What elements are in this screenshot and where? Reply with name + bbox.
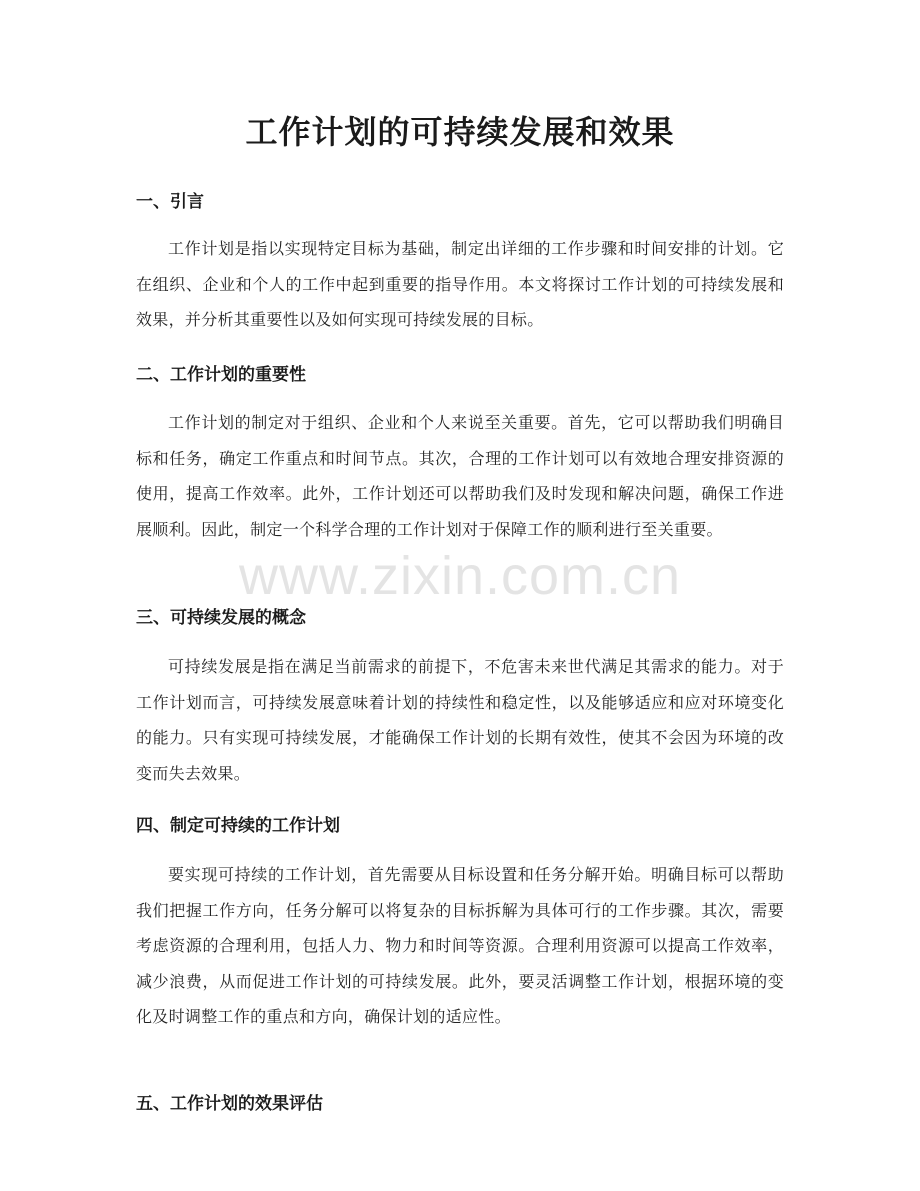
section-heading-evaluation: 五、工作计划的效果评估 [136,1094,323,1114]
section-body-importance: 工作计划的制定对于组织、企业和个人来说至关重要。首先，它可以帮助我们明确目标和任务，确定工作重点和时间节点。其次，合理的工作计划可以有效地合理安排资源的使用，提高工作效率。此外，工作计划还可以帮助我们及时发现和解决问题，确保工作进展顺利。因此，制定一个科学合理的工作计划对于保障工作的顺利进行至关重要。 [136,413,784,539]
section-heading-concept: 三、可持续发展的概念 [136,608,306,628]
watermark-text: www.zixin.com.cn [238,546,682,606]
section-body-planning: 要实现可持续的工作计划，首先需要从目标设置和任务分解开始。明确目标可以帮助我们把握工作方向，任务分解可以将复杂的目标拆解为具体可行的工作步骤。其次，需要考虑资源的合理利用，包括人力、物力和时间等资源。合理利用资源可以提高工作效率，减少浪费，从而促进工作计划的可持续发展。此外，要灵活调整工作计划，根据环境的变化及时调整工作的重点和方向，确保计划的适应性。 [136,865,784,1026]
section-heading-importance: 二、工作计划的重要性 [136,365,306,385]
section-heading-planning: 四、制定可持续的工作计划 [136,816,340,836]
section-body-concept: 可持续发展是指在满足当前需求的前提下，不危害未来世代满足其需求的能力。对于工作计划而言，可持续发展意味着计划的持续性和稳定性，以及能够适应和应对环境变化的能力。只有实现可持续发展，才能确保工作计划的长期有效性，使其不会因为环境的改变而失去效果。 [136,657,784,783]
page-title: 工作计划的可持续发展和效果 [245,113,675,151]
section-body-introduction: 工作计划是指以实现特定目标为基础，制定出详细的工作步骤和时间安排的计划。它在组织、企业和个人的工作中起到重要的指导作用。本文将探讨工作计划的可持续发展和效果，并分析其重要性以及如何实现可持续发展的目标。 [136,239,784,329]
section-heading-introduction: 一、引言 [136,192,204,212]
